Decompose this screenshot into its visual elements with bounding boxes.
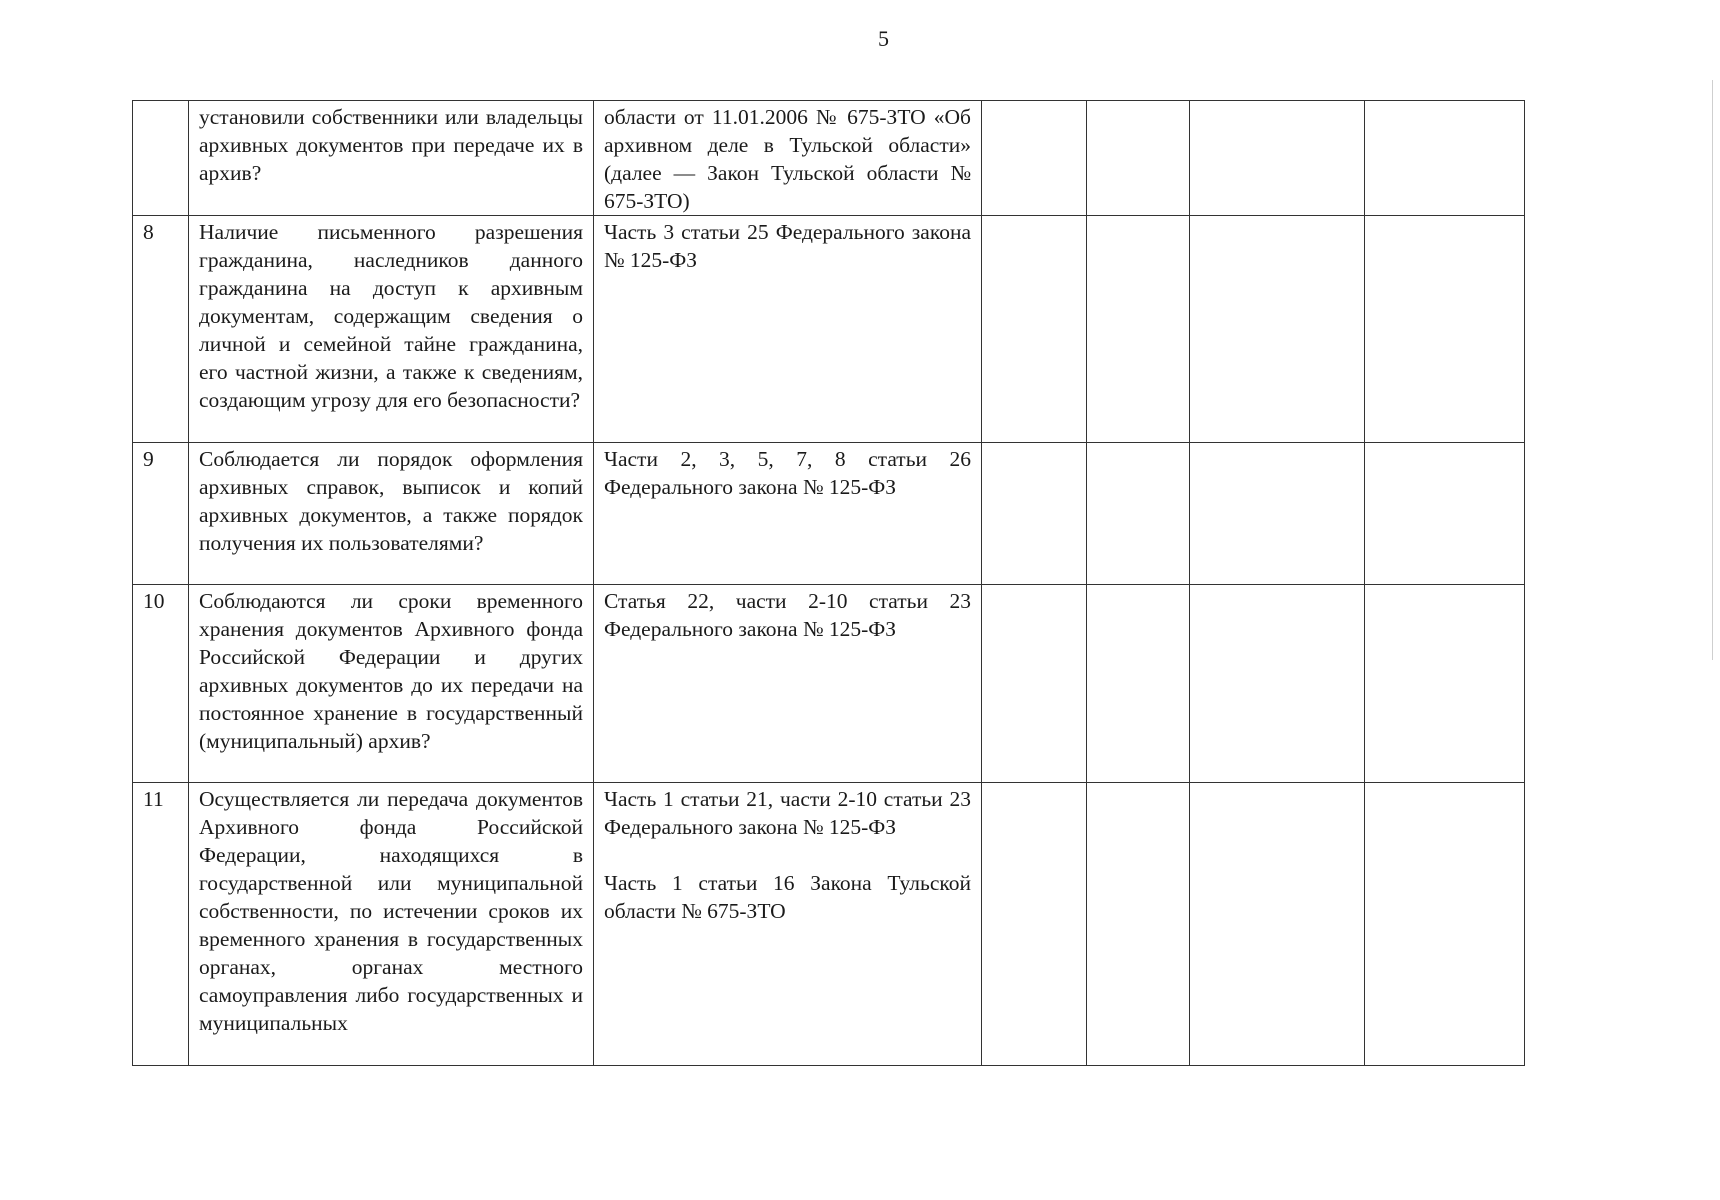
page-number: 5	[878, 26, 889, 51]
answer-cell	[1087, 783, 1190, 1066]
table-row	[133, 443, 1525, 585]
question-cell: Наличие письменного разрешения гражданина, наследников данного гражданина на доступ к архивным документам, содержащим сведения о личной и семейной тайне гражданина, его частной жизни, а также к сведениям, создающим угрозу для его безопасности?	[189, 216, 594, 443]
answer-cell	[1087, 443, 1190, 585]
answer-cell	[1087, 216, 1190, 443]
requisite-cell	[594, 443, 982, 585]
answer-cell	[1087, 585, 1190, 783]
answer-cell	[1190, 443, 1365, 585]
requisite-cell	[594, 216, 982, 443]
answer-cell	[982, 443, 1087, 585]
table-row	[133, 101, 1525, 216]
answer-cell	[1190, 216, 1365, 443]
answer-cell	[982, 101, 1087, 216]
question-cell: Соблюдаются ли сроки временного хранения документов Архивного фонда Российской Федерации и других архивных документов до их передачи на постоянное хранение в государственный (муниципальный) архив?	[189, 585, 594, 783]
question-cell: Осуществляется ли передача документов Архивного фонда Российской Федерации, находящихся в государственной или муниципальной собственности, по истечении сроков их временного хранения в государственных органах, органах местного самоуправления либо государственных и муниципальных	[189, 783, 594, 1066]
table-row	[133, 585, 1525, 783]
requisite-spacer	[604, 841, 971, 869]
requisite-text: Часть 1 статьи 16 Закона Тульской области № 675-ЗТО	[604, 871, 971, 923]
answer-cell	[982, 783, 1087, 1066]
answer-cell	[1365, 216, 1525, 443]
question-cell: Соблюдается ли порядок оформления архивных справок, выписок и копий архивных документов, а также порядок получения их пользователями?	[189, 443, 594, 585]
requisite-text: Части 2, 3, 5, 7, 8 статьи 26 Федерального закона № 125-ФЗ	[604, 447, 971, 499]
row-number	[133, 101, 189, 216]
requisite-cell	[594, 101, 982, 216]
requisite-text: области от 11.01.2006 № 675-ЗТО «Об архивном деле в Тульской области» (далее — Закон Тульской области № 675-ЗТО)	[604, 105, 971, 213]
answer-cell	[1365, 101, 1525, 216]
checklist-table	[132, 100, 1525, 1066]
answer-cell	[1190, 783, 1365, 1066]
answer-cell	[1365, 585, 1525, 783]
row-number: 9	[133, 443, 189, 585]
answer-cell	[1190, 101, 1365, 216]
answer-cell	[982, 585, 1087, 783]
requisite-cell	[594, 783, 982, 1066]
table-row	[133, 783, 1525, 1066]
requisite-cell	[594, 585, 982, 783]
question-cell: установили собственники или владельцы архивных документов при передаче их в архив?	[189, 101, 594, 216]
row-number: 10	[133, 585, 189, 783]
requisite-text: Часть 1 статьи 21, части 2-10 статьи 23 Федерального закона № 125-ФЗ	[604, 787, 971, 839]
table-row	[133, 216, 1525, 443]
requisite-text: Часть 3 статьи 25 Федерального закона № 125-ФЗ	[604, 220, 971, 272]
requisite-text: Статья 22, части 2-10 статьи 23 Федерального закона № 125-ФЗ	[604, 589, 971, 641]
row-number: 8	[133, 216, 189, 443]
answer-cell	[1365, 783, 1525, 1066]
answer-cell	[982, 216, 1087, 443]
answer-cell	[1365, 443, 1525, 585]
scan-edge-line	[1712, 80, 1713, 660]
row-number: 11	[133, 783, 189, 1066]
answer-cell	[1087, 101, 1190, 216]
answer-cell	[1190, 585, 1365, 783]
